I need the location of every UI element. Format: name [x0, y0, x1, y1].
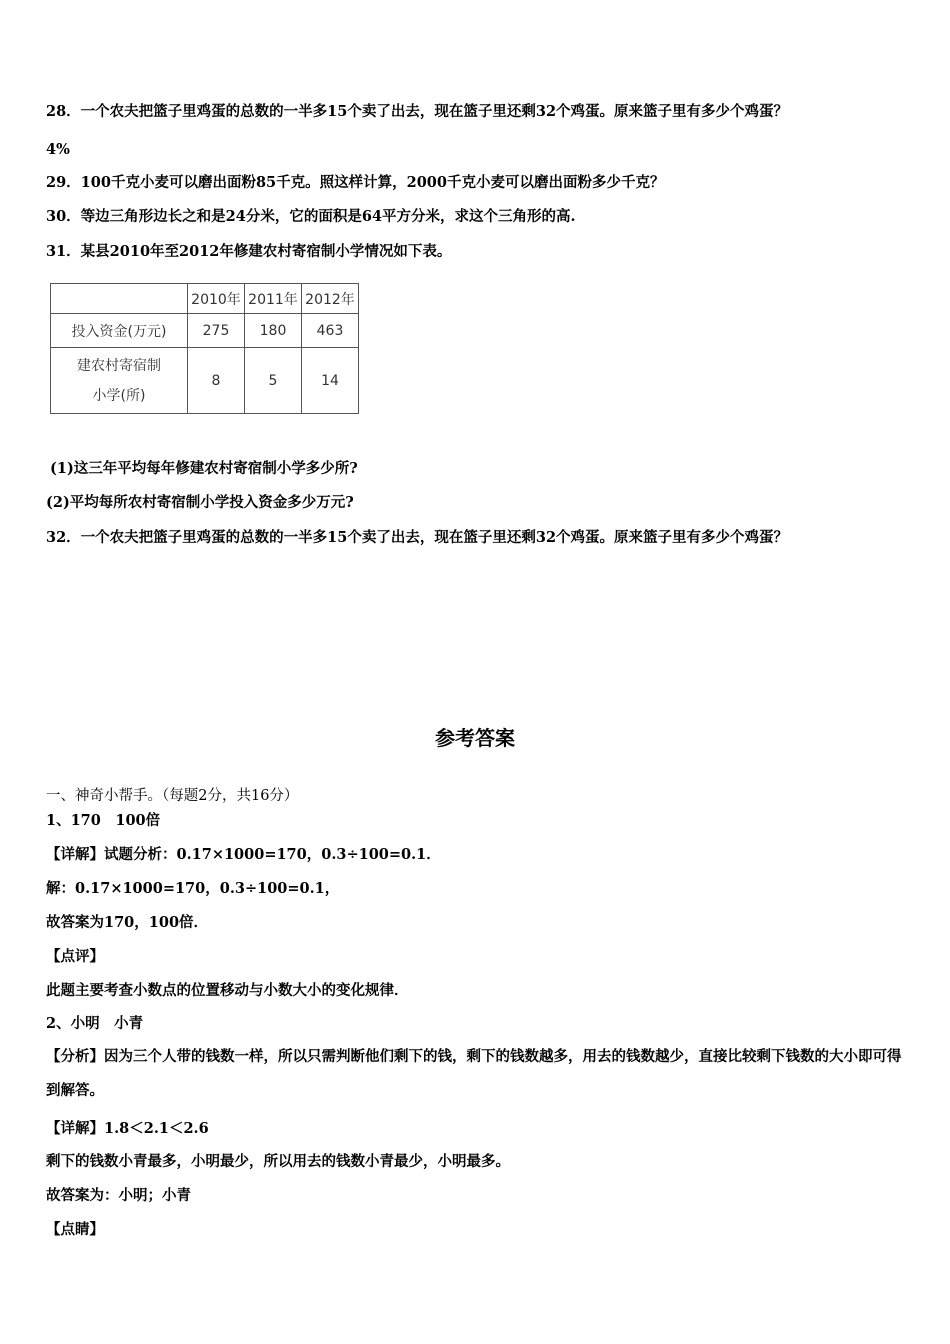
- question-31: 31．某县2010年至2012年修建农村寄宿制小学情况如下表。: [46, 243, 452, 260]
- table-row-label: 投入资金(万元): [51, 314, 188, 348]
- answer-2-analysis: 【分析】因为三个人带的钱数一样，所以只需判断他们剩下的钱，剩下的钱数越多，用去的钱数越少，直接比较剩下钱数的大小即可得到解答。: [46, 1048, 902, 1099]
- answers-title: 参考答案: [435, 726, 515, 750]
- table-header: 2012年: [302, 284, 359, 314]
- answer-2-conclusion: 故答案为：小明；小青: [46, 1187, 191, 1204]
- table-cell: 5: [245, 348, 302, 414]
- answer-1-conclusion: 故答案为170，100倍．: [46, 914, 209, 931]
- answer-1-review: 此题主要考查小数点的位置移动与小数大小的变化规律．: [46, 982, 409, 999]
- table-row: [51, 348, 359, 414]
- answer-1-detail: 【详解】试题分析：0.17×1000=170，0.3÷100=0.1．: [46, 846, 441, 863]
- answer-2: 2、小明 小青: [46, 1015, 144, 1032]
- answer-1-solution: 解：0.17×1000=170，0.3÷100=0.1，: [46, 880, 340, 897]
- table-row-label: [51, 348, 188, 414]
- data-table: [50, 283, 359, 414]
- table-header: 2011年: [245, 284, 302, 314]
- table-cell: 8: [188, 348, 245, 414]
- question-32: 32．一个农夫把篮子里鸡蛋的总数的一半多15个卖了出去，现在篮子里还剩32个鸡蛋。原来篮子里有多少个鸡蛋？: [46, 529, 789, 546]
- answer-1-review-label: 【点评】: [46, 948, 104, 965]
- table-row: [51, 314, 359, 348]
- answer-2-review-label: 【点睛】: [46, 1221, 104, 1238]
- answer-1: 1、170 100倍: [46, 812, 161, 829]
- table-cell: 180: [245, 314, 302, 348]
- question-29: 29．100千克小麦可以磨出面粉85千克。照这样计算，2000千克小麦可以磨出面粉多少千克？: [46, 174, 665, 191]
- question-31-sub1: (1)这三年平均每年修建农村寄宿制小学多少所?: [50, 460, 358, 477]
- question-30: 30．等边三角形边长之和是24分米，它的面积是64平方分米，求这个三角形的高.: [46, 208, 576, 225]
- table-cell: 275: [188, 314, 245, 348]
- table-cell: 14: [302, 348, 359, 414]
- question-28-extra: 4%: [46, 141, 70, 158]
- question-31-sub2: (2)平均每所农村寄宿制小学投入资金多少万元?: [46, 494, 354, 511]
- question-28: 28．一个农夫把篮子里鸡蛋的总数的一半多15个卖了出去，现在篮子里还剩32个鸡蛋。原来篮子里有多少个鸡蛋？: [46, 103, 789, 120]
- table-header: 2010年: [188, 284, 245, 314]
- table-row-label-line: 小学(所): [92, 387, 146, 404]
- table-row: [51, 284, 359, 314]
- table-cell: 463: [302, 314, 359, 348]
- table-row-label-line: 建农村寄宿制: [77, 357, 161, 374]
- answer-2-detail: 【详解】1.8＜2.1＜2.6: [46, 1120, 209, 1137]
- answers-section-heading: 一、神奇小帮手。（每题2分，共16分）: [46, 788, 299, 804]
- answer-2-explain: 剩下的钱数小青最多，小明最少，所以用去的钱数小青最少，小明最多。: [46, 1153, 510, 1170]
- table-cell: [51, 284, 188, 314]
